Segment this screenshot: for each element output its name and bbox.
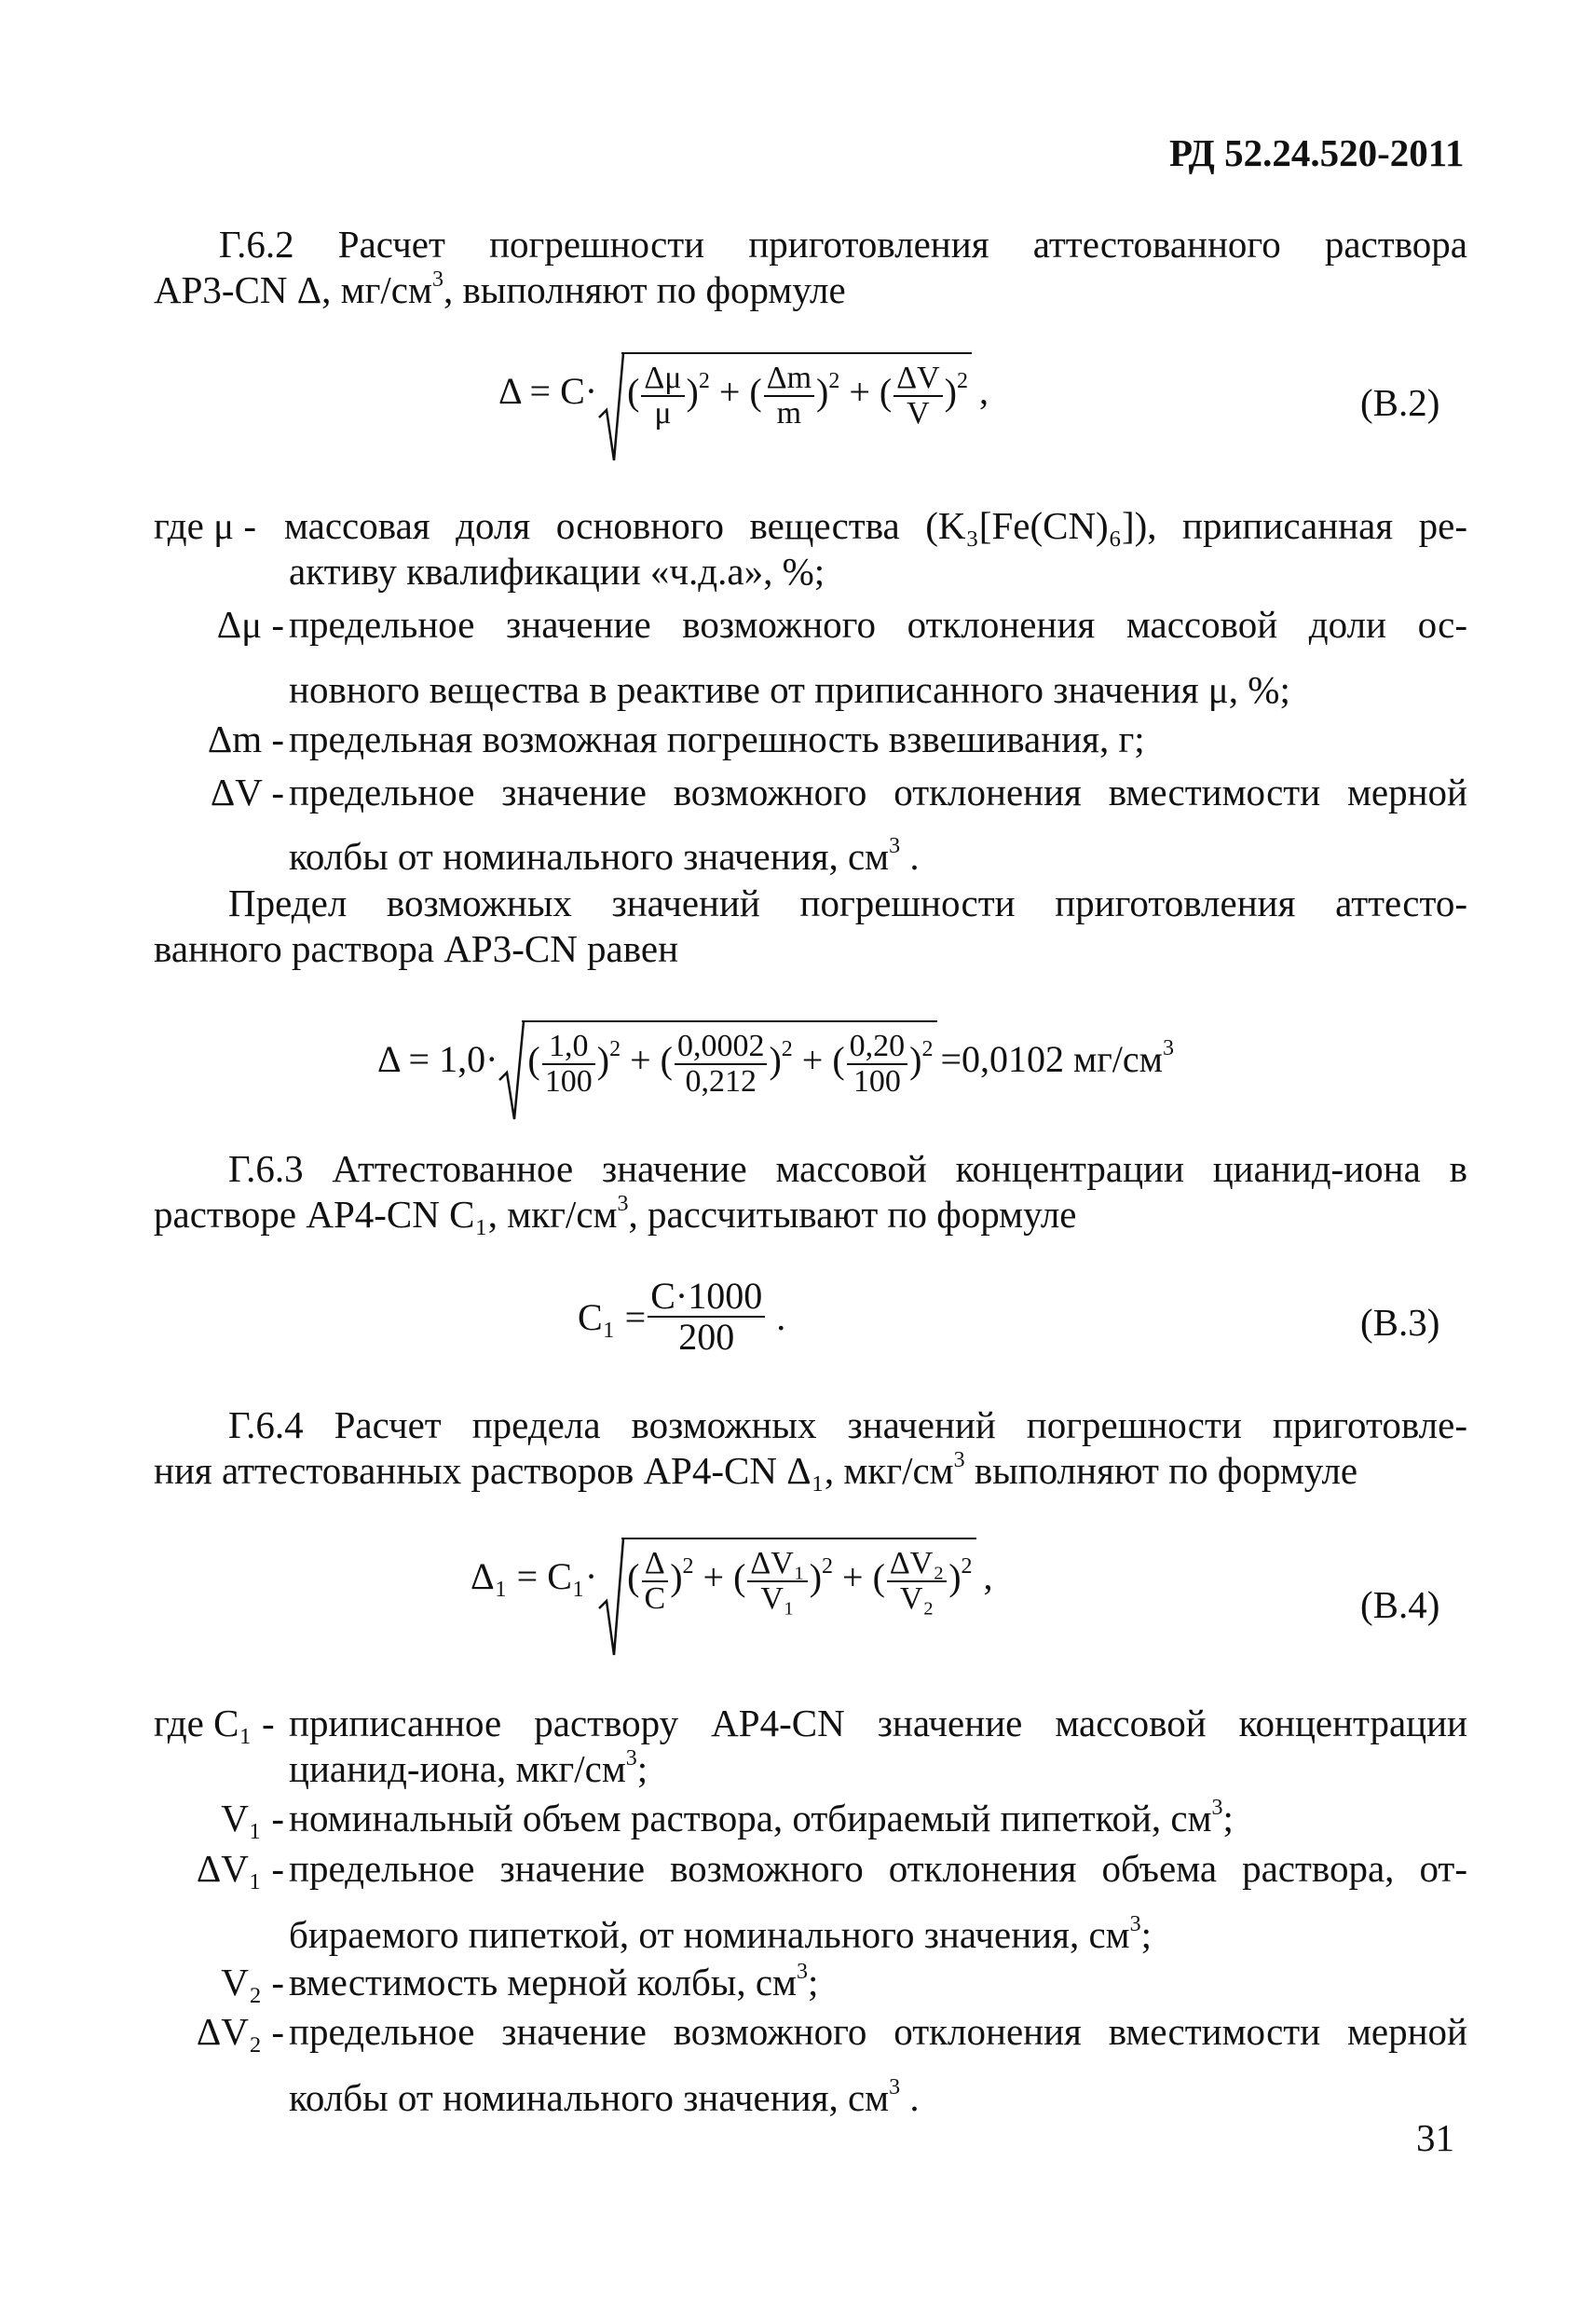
sqrt-sign-icon: [498, 1020, 525, 1121]
where-dv-cont: колбы от номинального значения, $см^3$ .: [289, 834, 920, 879]
where-dm: Δm - предельная возможная погрешность взвешивания, г;: [207, 717, 1145, 760]
formula-calc-radical: ( $\frac{1,0}{100}$ )$^2$ + ( $\frac{0,0002}{0,212}$ )$^2$ + ( $\frac{0,20}{100}$ )$^2$: [498, 1020, 936, 1098]
formula-b3: C₁ = $\frac{C\cdot 1000}{200}$ .: [578, 1275, 786, 1358]
where-dv2-cont: колбы от номинального значения, $см^3$ .: [289, 2075, 920, 2120]
formula-b3-label: (В.3): [1360, 1301, 1440, 1344]
sqrt-sign-icon: [597, 1538, 625, 1657]
section-g62: [154, 222, 1467, 313]
formula-b4-radical: ( $\frac{\Delta}{C}$ )$^2$ + ( $\frac{\text{ΔV₁}}{\text{V₁}}$ )$^2$ + ( $\frac{\text{ΔV₂}}{\text{V₂}}$ )$^2$: [597, 1538, 975, 1615]
section-g62-line1: Г.6.2 Расчет погрешности приготовления аттестованного раствора: [219, 223, 1467, 266]
formula-b2: Δ = C· ( $\frac{\Delta\mu}{\mu}$ )$^2$ + ( $\frac{\Delta m}{m}$ )$^2$ + ( $\frac{\Delta V}{V}$ )$^2$ ,: [498, 352, 989, 430]
where-dv: ΔV - предельное значение возможного отклонения вместимости мерной: [210, 770, 1467, 814]
section-g62-line2: АР3-CN Δ, $мг/см^3$, выполняют по формуле: [154, 267, 846, 312]
formula-calc: Δ = 1,0· ( $\frac{1,0}{100}$ )$^2$ + ( $\frac{0,0002}{0,212}$ )$^2$ + ( $\frac{0,20}{100}$ )$^2$ =0,0102 $мг/см^3$: [377, 1020, 1174, 1098]
document-number: РД 52.24.520-2011: [1169, 131, 1465, 174]
formula-b2-lhs: Δ = C·: [498, 370, 598, 413]
formula-calc-result: =0,0102 $мг/см^3$: [940, 1036, 1174, 1081]
where-dv1-cont: бираемого пипеткой, от номинального значения, $см^3$;: [289, 1911, 1153, 1956]
where-mu-cont: активу квалификации «ч.д.а», %;: [289, 550, 825, 594]
where-mu: где μ - массовая доля основного вещества (K₃[Fe(CN)₆]), приписанная ре-: [154, 504, 1467, 547]
where-dmu: Δμ - предельное значение возможного отклонения массовой доли ос-: [216, 603, 1467, 647]
limit-paragraph: Предел возможных значений погрешности приготовления аттесто- ванного раствора АР3-CN равен: [154, 882, 1467, 971]
formula-b2-label: (В.2): [1360, 381, 1440, 424]
where-c1-cont: цианид-иона, мкг/$см^3$;: [289, 1746, 648, 1791]
formula-b4-label: (В.4): [1360, 1583, 1440, 1626]
where-dv2: ΔV₂ - предельное значение возможного отклонения вместимости мерной: [196, 2010, 1467, 2054]
where-v1: V₁ - номинальный объем раствора, отбираемый пипеткой, $см^3$;: [221, 1796, 1234, 1840]
where-block-1: [154, 503, 1467, 880]
section-g64: Г.6.4 Расчет предела возможных значений погрешности приготовле- ния аттестованных растворов АР4-CN Δ₁, мкг/$см^3$ выполняют по формуле: [154, 1403, 1467, 1493]
where-dv1: ΔV₁ - предельное значение возможного отклонения объема раствора, от-: [196, 1846, 1467, 1890]
formula-b2-radical: ( $\frac{\Delta\mu}{\mu}$ )$^2$ + ( $\frac{\Delta m}{m}$ )$^2$ + ( $\frac{\Delta V}{V}$ )$^2$: [597, 352, 972, 430]
formula-b4: Δ₁ = C₁· ( $\frac{\Delta}{C}$ )$^2$ + ( $\frac{\text{ΔV₁}}{\text{V₁}}$ )$^2$ + ( $\frac{\text{ΔV₂}}{\text{V₂}}$ )$^2$ ,: [471, 1538, 993, 1615]
where-v2: V₂ - вместимость мерной колбы, $см^3$;: [221, 1959, 819, 2003]
where-block-2: [154, 1701, 1467, 2122]
where-dmu-cont: новного вещества в реактиве от приписанного значения μ, %;: [289, 667, 1290, 711]
page-number: 31: [1416, 2116, 1454, 2159]
where-c1: где C₁ - приписанное раствору АР4-CN значение массовой концентрации: [154, 1702, 1467, 1744]
sqrt-sign-icon: [597, 352, 625, 462]
section-g63: Г.6.3 Аттестованное значение массовой концентрации цианид-иона в растворе АР4-CN C₁, мкг/$см^3$, рассчитывают по формуле: [154, 1147, 1467, 1237]
